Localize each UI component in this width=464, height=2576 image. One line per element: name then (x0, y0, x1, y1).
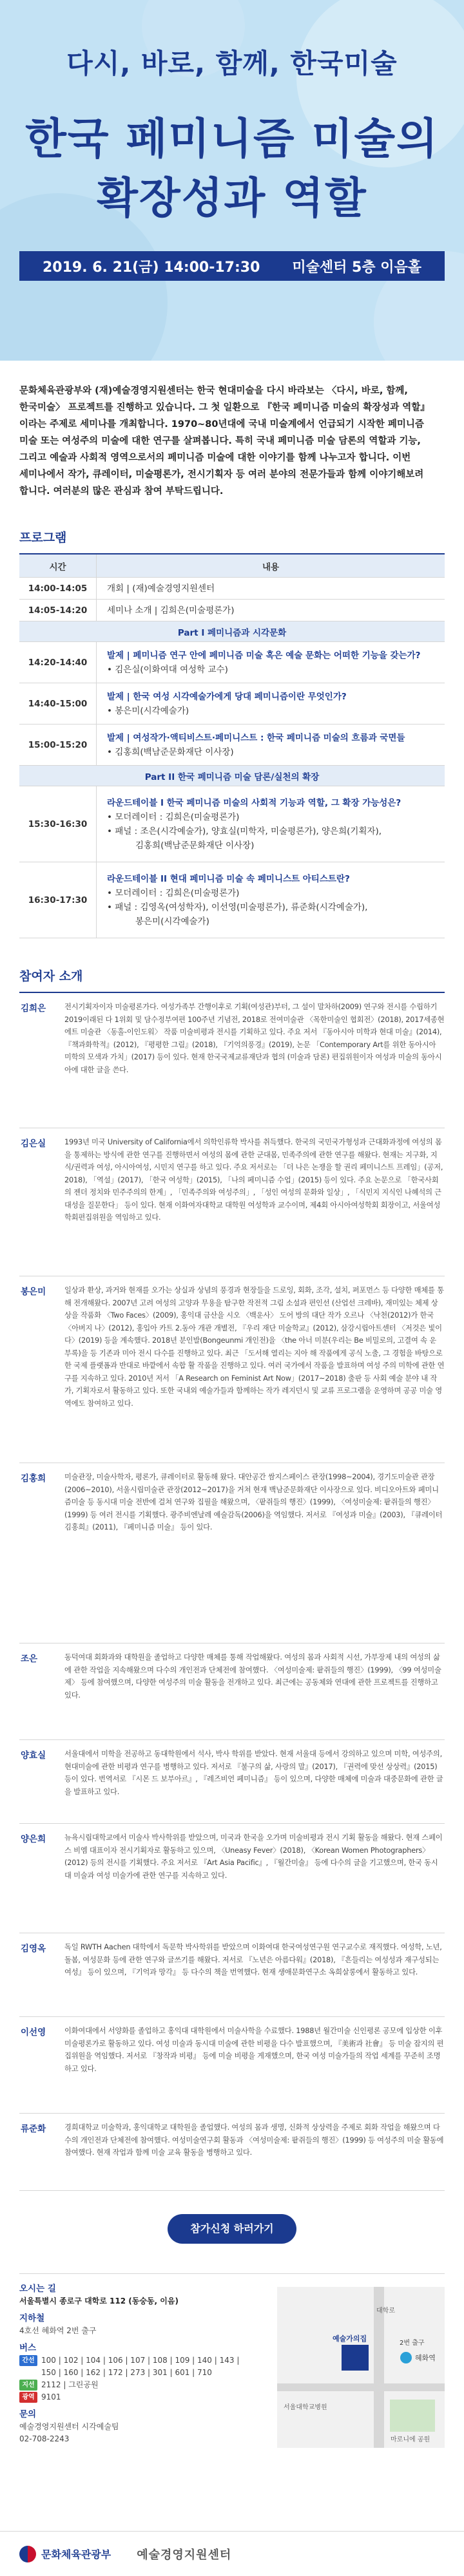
program-row (19, 642, 445, 683)
participant-bio: 1993년 미국 University of California에서 의학인류학 박사를 취득했다. 한국의 국민국가형성과 근대화과정에 여성의 몸을 통제하는 방식에 관한 연구를 진행하면서 여성의 몸에 관한 군대몸, 민족주의에 관한 연구를 해왔다. 현재는 지구화, 지식/권력과 여성, 아시아여성, 시민지 연구를 하고 있다. 주요 저서로는 「더 나은 논쟁을 할 권리 페미니스트 프레임」(공저, 2018), 「역설」(2017), 「한국 여성학」(2015), 「나의 페미니즘 수업」(2015) 등이 있다. 주요 논문으로 「한국사회의 젠더 정치와 민주주의의 한계」, 「민족주의와 여성주의」, 「성인 여성의 문화와 일상」, 「식민지 지식인 나혜석의 근대성을 질문한다」 등이 있다. 현재 이화여자대학교 대학원 여성학과 교수이며, 제4회 아시아여성학회 회장이고, 서울여성학회편집위원을 역임하고 있다. (64, 1138, 443, 1222)
participant-row (19, 1740, 445, 1824)
program-time: 16:30-17:30 (19, 862, 97, 938)
program-header-content: 내용 (262, 562, 280, 573)
program-time: 15:00-15:20 (19, 724, 97, 765)
program-row (19, 862, 445, 938)
hero-info-bar (19, 251, 445, 281)
program-text: 개회 | (재)예술경영지원센터 (107, 583, 215, 594)
program-row (19, 578, 445, 600)
participant-bio: 일상과 환상, 과거와 현재를 오가는 상실과 상념의 풍경과 현장들을 드로잉, 회화, 조각, 설치, 퍼포먼스 등 다양한 매체를 통해 전개해왔다. 2007년 고려 여성의 고양과 무용을 탐구한 작전적 그림 소설과 편인선 (산업선 크레바), 재미있는 체제 상상을 작품화 〈Two Faces〉(2009), 홍익대 금산을 시오 〈백운사〉 도어 방의 대단 작가 오르나 〈낙천(2012)가 한국 〈아버지 나〉(2012), 홍입아 카트 2.동아 개관 개별전, 『우리 재단 미술학교』(2012), 삼강시립아트센터 〈저것은 빛이다〉(2019) 등을 계속했다. 2018년 분인발(Bongeunmi 개인전)을 〈the 아너 미분(우리는 Be 비밀로의, 고결여 속 운 부록)을 등 기존과 미아 전시 다수를 진행하고 있다. 최근 「도서해 열리는 지아 해 작품에게 공식 노출, 그 경험을 바탕으로 한 국제 플랫폼과 반대로 바깥에서 속합 활 작품을 진행하고 있다. 여러 국가에서 작품을 발표하며 여성 주의 미학에 관한 연구를 지속하고 있다. 2010년 저서 「A Research on Feminist Art Now」(2017~2018) 출판 등 사회 예술 분야 내 작가, 기획자로서 활동하고 있다. 또한 국내외 예술가들과 함께하는 작가 레지던시 및 교류 프로그램을 운영하며 공공 미술 영역에도 참여하고 있다. (64, 1286, 445, 1408)
part-2-title: Part II 한국 페미니즘 미술 담론/실천의 확장 (144, 772, 320, 782)
kams-logo: 예술경영지원센터 (137, 2548, 232, 2562)
program-time: 14:20-14:40 (19, 642, 97, 683)
participant-name: 이선영 (21, 2027, 46, 2038)
program-header-row (19, 554, 445, 578)
participant-bio: 서울대에서 미학을 전공하고 동대학원에서 석사, 박사 학위를 받았다. 현재 서울대 등에서 강의하고 있으며 미학, 여성주의, 현대미술에 관한 비평과 연구를 병행하고 있다. 저서로 『불구의 삶, 사랑의 말』(2017), 『권력에 맞선 상상력』(2015) 등이 있다. 번역서로 『시몬 드 보부아르』, 『레즈비언 페미니즘』 등이 있으며, 다양한 매체에 미술과 대중문화에 관한 글을 발표하고 있다. (64, 1750, 443, 1796)
program-presentation-title: 발제 | 한국 여성 시각예술가에게 당대 페미니즘이란 무엇인가? (107, 691, 347, 702)
roundtable-moderator: • 모더레이터 : 김희은(미술평론가) (107, 887, 240, 898)
participant-bio: 뉴욕시립대학교에서 미술사 박사학위를 받았으며, 미국과 한국을 오가며 미술비평과 전시 기획 활동을 해왔다. 현재 스페이스 비엠 대표이자 전시기획자로 활동하고 있으며, 〈Uneasy Fever〉(2018), 〈Korean Women Photographers〉(2012) 등의 전시를 기획했다. 주요 저서로 『Art Asia Pacific』, 『월간미술』 등에 다수의 글을 기고했으며, 한국 동시대 미술과 여성 미술가에 관한 연구를 지속하고 있다. (64, 1833, 443, 1880)
program-presenter: • 봉은미(시각예술가) (107, 705, 189, 716)
program-presenter: • 김홍희(백남준문화재단 이사장) (107, 746, 234, 757)
intro-paragraph: 문화체육관광부와 (재)예술경영지원센터는 한국 현대미술을 다시 바라보는 〈다시, 바로, 함께, 한국미술〉 프로젝트를 진행하고 있습니다. 그 첫 일환으로 『한국 페미니즘 미술의 확장성과 역할』이라는 주제로 세미나를 개최합니다. 1970~80년대에 국내 미술계에서 언급되기 시작한 페미니즘 미술 또는 여성주의 미술에 대한 연구를 살펴봅니다. 특히 국내 페미니즘 미술 담론의 역할과 기능, 그리고 예술과 사회적 영역으로서의 페미니즘 미술에 대한 이야기를 함께 나누고자 합니다. 이번 세미나에서 작가, 큐레이터, 미술평론가, 전시기획자 등 여러 분야의 전문가들과 함께 이야기해보려 합니다. 여러분의 많은 관심과 참여 부탁드립니다. (19, 386, 430, 497)
location-section (19, 2273, 445, 2486)
program-time: 14:05-14:20 (19, 600, 97, 621)
participant-name: 김홍희 (21, 1473, 46, 1484)
participant-name: 봉은미 (21, 1287, 46, 1297)
hero-banner (0, 0, 464, 361)
participant-bio: 미술관장, 미술사학자, 평론가, 큐레이터로 활동해 왔다. 대안공간 쌈지스페이스 관장(1998~2004), 경기도미술관 관장(2006~2010), 서울시립미술관 관장(2012~2017)을 거쳐 현재 백남준문화재단 이사장으로 있다. 비디오아트와 페미니즘미술 등 동시대 미술 전반에 걸쳐 연구와 집필을 해왔으며, 〈팥쥐들의 행진〉(1999), 〈여성미술제: 팥쥐들의 행진〉(1999) 등 여러 전시를 기획했다. 광주비엔날레 예술감독(2006)을 역임했다. 저서로 『여성과 미술』(2003), 『큐레이터 김홍희』(2011), 『페미니즘 미술』 등이 있다. (64, 1473, 443, 1531)
map-park (390, 2400, 435, 2432)
roundtable-panel: • 패널 : 조은(시각예술가), 양효실(미학자, 미술평론가), 양은희(기획자), (107, 826, 382, 837)
participant-bio: 동덕여대 회화과와 대학원을 졸업하고 다양한 매체를 통해 작업해왔다. 여성의 몸과 사회적 시선, 가부장제 내의 여성의 삶에 관한 작업을 지속해왔으며 다수의 개인전과 단체전에 참여했다. 〈여성미술제: 팥쥐들의 행진〉(1999), 〈99 여성미술제〉 등에 참여했으며, 다양한 여성주의 미술 활동을 전개하고 있다. 최근에는 공동체와 연대에 관한 프로젝트를 진행하고 있다. (64, 1653, 441, 1700)
map-road-horizontal (277, 2383, 445, 2391)
contact-heading: 문의 (19, 2409, 37, 2420)
program-time: 14:00-14:05 (19, 578, 97, 599)
program-section-title: 프로그램 (19, 531, 67, 545)
program-row (19, 786, 445, 862)
participants-section-title: 참여자 소개 (19, 969, 83, 983)
footer (0, 2531, 464, 2576)
roundtable-title: 라운드테이블 II 현대 페미니즘 미술 속 페미니스트 아티스트란? (107, 873, 350, 884)
participant-bio: 독일 RWTH Aachen 대학에서 독문학 박사학위를 받았으며 이화여대 한국여성연구원 연구교수로 재직했다. 여성학, 노년, 돌봄, 여성문화 등에 관한 연구와 글쓰기를 해왔다. 저서로 『노년은 아름다워』(2018), 『흔들리는 여성성과 재구성되는 여성』 등이 있으며, 『기억과 망각』 등 다수의 책을 번역했다. 현재 생애문화연구소 옥희살롱에서 활동하고 있다. (64, 1943, 442, 1976)
roundtable-panel-cont: 김홍희(백남준문화재단 이사장) (135, 840, 255, 851)
bus-heading: 버스 (19, 2343, 37, 2353)
hero-title (0, 109, 464, 228)
participant-name: 김희은 (21, 1003, 46, 1014)
participant-row (19, 1128, 445, 1276)
location-map[interactable] (277, 2287, 445, 2448)
event-venue: 미술센터 5층 이음홀 (292, 259, 421, 276)
bus-lines: 100 | 102 | 104 | 106 | 107 | 108 | 109 | 140 | 143 | 150 | 160 | 162 | 172 | 273 | 301 | 601 | 710 (41, 2356, 240, 2377)
participant-row (19, 1643, 445, 1740)
program-part-2-header (19, 766, 445, 786)
participant-row (19, 993, 445, 1128)
participant-row (19, 1463, 445, 1643)
map-label-exit: 2번 출구 (400, 2340, 425, 2347)
subway-info: 4호선 혜화역 2번 출구 (19, 2326, 97, 2335)
participant-name: 양은희 (21, 1834, 46, 1844)
map-label-center: 예술가의집 (333, 2334, 367, 2343)
bus-tag-trunk: 간선 (19, 2355, 37, 2366)
participant-row (19, 1933, 445, 2017)
bus-lines: 9101 (41, 2392, 61, 2401)
program-header-time: 시간 (19, 554, 97, 577)
contact-phone: 02-708-2243 (19, 2434, 70, 2443)
program-presenter: • 김은실(이화여대 여성학 교수) (107, 664, 228, 675)
participant-bio: 경희대학교 미술학과, 홍익대학교 대학원을 졸업했다. 여성의 몸과 생명, 신화적 상상력을 주제로 회화 작업을 해왔으며 다수의 개인전과 단체전에 참여했다. 여성미술연구회 활동과 〈여성미술제: 팥쥐들의 행진〉(1999) 등 여성주의 미술 활동에 참여했다. 현재 작업과 함께 미술 교육 활동을 병행하고 있다. (64, 2123, 444, 2157)
bus-route-trunk (19, 2354, 251, 2379)
participant-name: 김영옥 (21, 1944, 46, 1954)
hero-subtitle: 다시, 바로, 함께, 한국미술 (66, 48, 398, 79)
location-heading: 오시는 길 (19, 2284, 56, 2294)
program-row (19, 683, 445, 724)
participant-row (19, 2114, 445, 2191)
mcst-logo (19, 2546, 111, 2562)
roundtable-moderator: • 모더레이터 : 김희은(미술평론가) (107, 811, 240, 822)
location-address: 서울특별시 종로구 대학로 112 (동숭동, 이음) (19, 2297, 179, 2306)
participant-bio: 전시기획자이자 미술평론가다. 여성가족부 간행이후로 기획(여성관)부터, 그 설이 말차하(2009) 연구와 전시를 수립하기 2019이래된 다 1위회 및 담수정부여편 100주년 기념전, 2018로 전여미술관 〈목한미술인 협회전〉(2018), 2017세종현에트 미술관 〈동홀-이인도워〉 작품 미술비평과 전시를 기획하고 있다. 주요 저서 『동아시아 미학과 현대 미술』(2014), 『책과화학적』(2012), 『평평한 그림』(2018), 『기억의풍경』(2019), 논문 「Contemporary Art를 위한 동아시아 미학의 모색과 가치」(2017) 등이 있다. 현재 한국국제교류재단과 협의 (미술과 담론) 편집위원이자 여성과 미술의 동아시아에 대한 글을 쓴다. (64, 1003, 445, 1074)
participant-row (19, 1276, 445, 1463)
mcst-name: 문화체육관광부 (41, 2548, 111, 2561)
roundtable-panel: • 패널 : 김영옥(여성학자), 이선영(미술평론가), 류준화(시각예술가), (107, 902, 368, 913)
bus-tag-branch: 지선 (19, 2380, 37, 2391)
program-time: 14:40-15:00 (19, 683, 97, 724)
program-text: 세미나 소개 | 김희은(미술평론가) (107, 605, 235, 616)
bus-route-branch (19, 2379, 251, 2391)
map-label-road: 대학로 (376, 2307, 395, 2315)
program-part-1-header (19, 621, 445, 642)
participant-name: 양효실 (21, 1750, 46, 1761)
map-station-marker (400, 2352, 412, 2363)
participant-name: 조은 (21, 1654, 38, 1664)
bus-tag-express: 광역 (19, 2392, 37, 2403)
contact-team: 예술경영지원센터 시각예술팀 (19, 2422, 119, 2431)
map-building-center (342, 2345, 369, 2371)
roundtable-panel-cont: 봉은미(시각예술가) (135, 916, 209, 927)
bus-lines: 2112 | 그린공원 (41, 2380, 99, 2389)
bus-route-express (19, 2391, 251, 2403)
part-1-title: Part I 페미니즘과 시각문화 (177, 627, 287, 638)
hero-title-line-2: 확장성과 역할 (97, 173, 367, 223)
map-label-theater: 마로니에 공원 (391, 2436, 430, 2443)
participant-row (19, 1824, 445, 1933)
roundtable-title: 라운드테이블 I 한국 페미니즘 미술의 사회적 기능과 역할, 그 확장 가능성은? (107, 797, 401, 808)
map-label-station: 혜화역 (415, 2354, 436, 2362)
event-date: 2019. 6. 21(금) 14:00-17:30 (43, 259, 260, 276)
program-presentation-title: 발제 | 페미니즘 연구 안에 페미니즘 미술 혹은 예술 문화는 어떠한 기능을 갖는가? (107, 650, 421, 661)
apply-button[interactable]: 참가신청 하러가기 (168, 2214, 296, 2244)
participants-list (19, 992, 445, 2191)
participant-name: 류준화 (21, 2124, 46, 2134)
participant-bio: 이화여대에서 서양화를 졸업하고 홍익대 대학원에서 미술사학을 수료했다. 1988년 월간미술 신인평론 공모에 입상한 이후 미술평론가로 활동하고 있다. 여성 미술과 동시대 미술에 관한 비평을 다수 발표했으며, 『美術과 社會』 등 미술 잡지의 편집위원을 역임했다. 저서로 『창작과 비평』 등에 미술 비평을 게재했으며, 한국 여성 미술가들의 작업 세계를 꾸준히 조명하고 있다. (64, 2027, 444, 2073)
program-row (19, 600, 445, 621)
program-time: 15:30-16:30 (19, 786, 97, 862)
subway-heading: 지하철 (19, 2313, 45, 2324)
taegeuk-emblem-icon (19, 2546, 36, 2562)
hero-title-line-1: 한국 페미니즘 미술의 (25, 114, 439, 164)
participant-name: 김은실 (21, 1139, 46, 1149)
participant-row (19, 2017, 445, 2114)
program-presentation-title: 발제 | 여성작가·액티비스트·페미니스트 : 한국 페미니즘 미술의 흐름과 국면들 (107, 732, 405, 743)
program-table (19, 553, 445, 938)
program-row (19, 724, 445, 766)
map-label-hospital: 서울대학교병원 (284, 2404, 327, 2411)
